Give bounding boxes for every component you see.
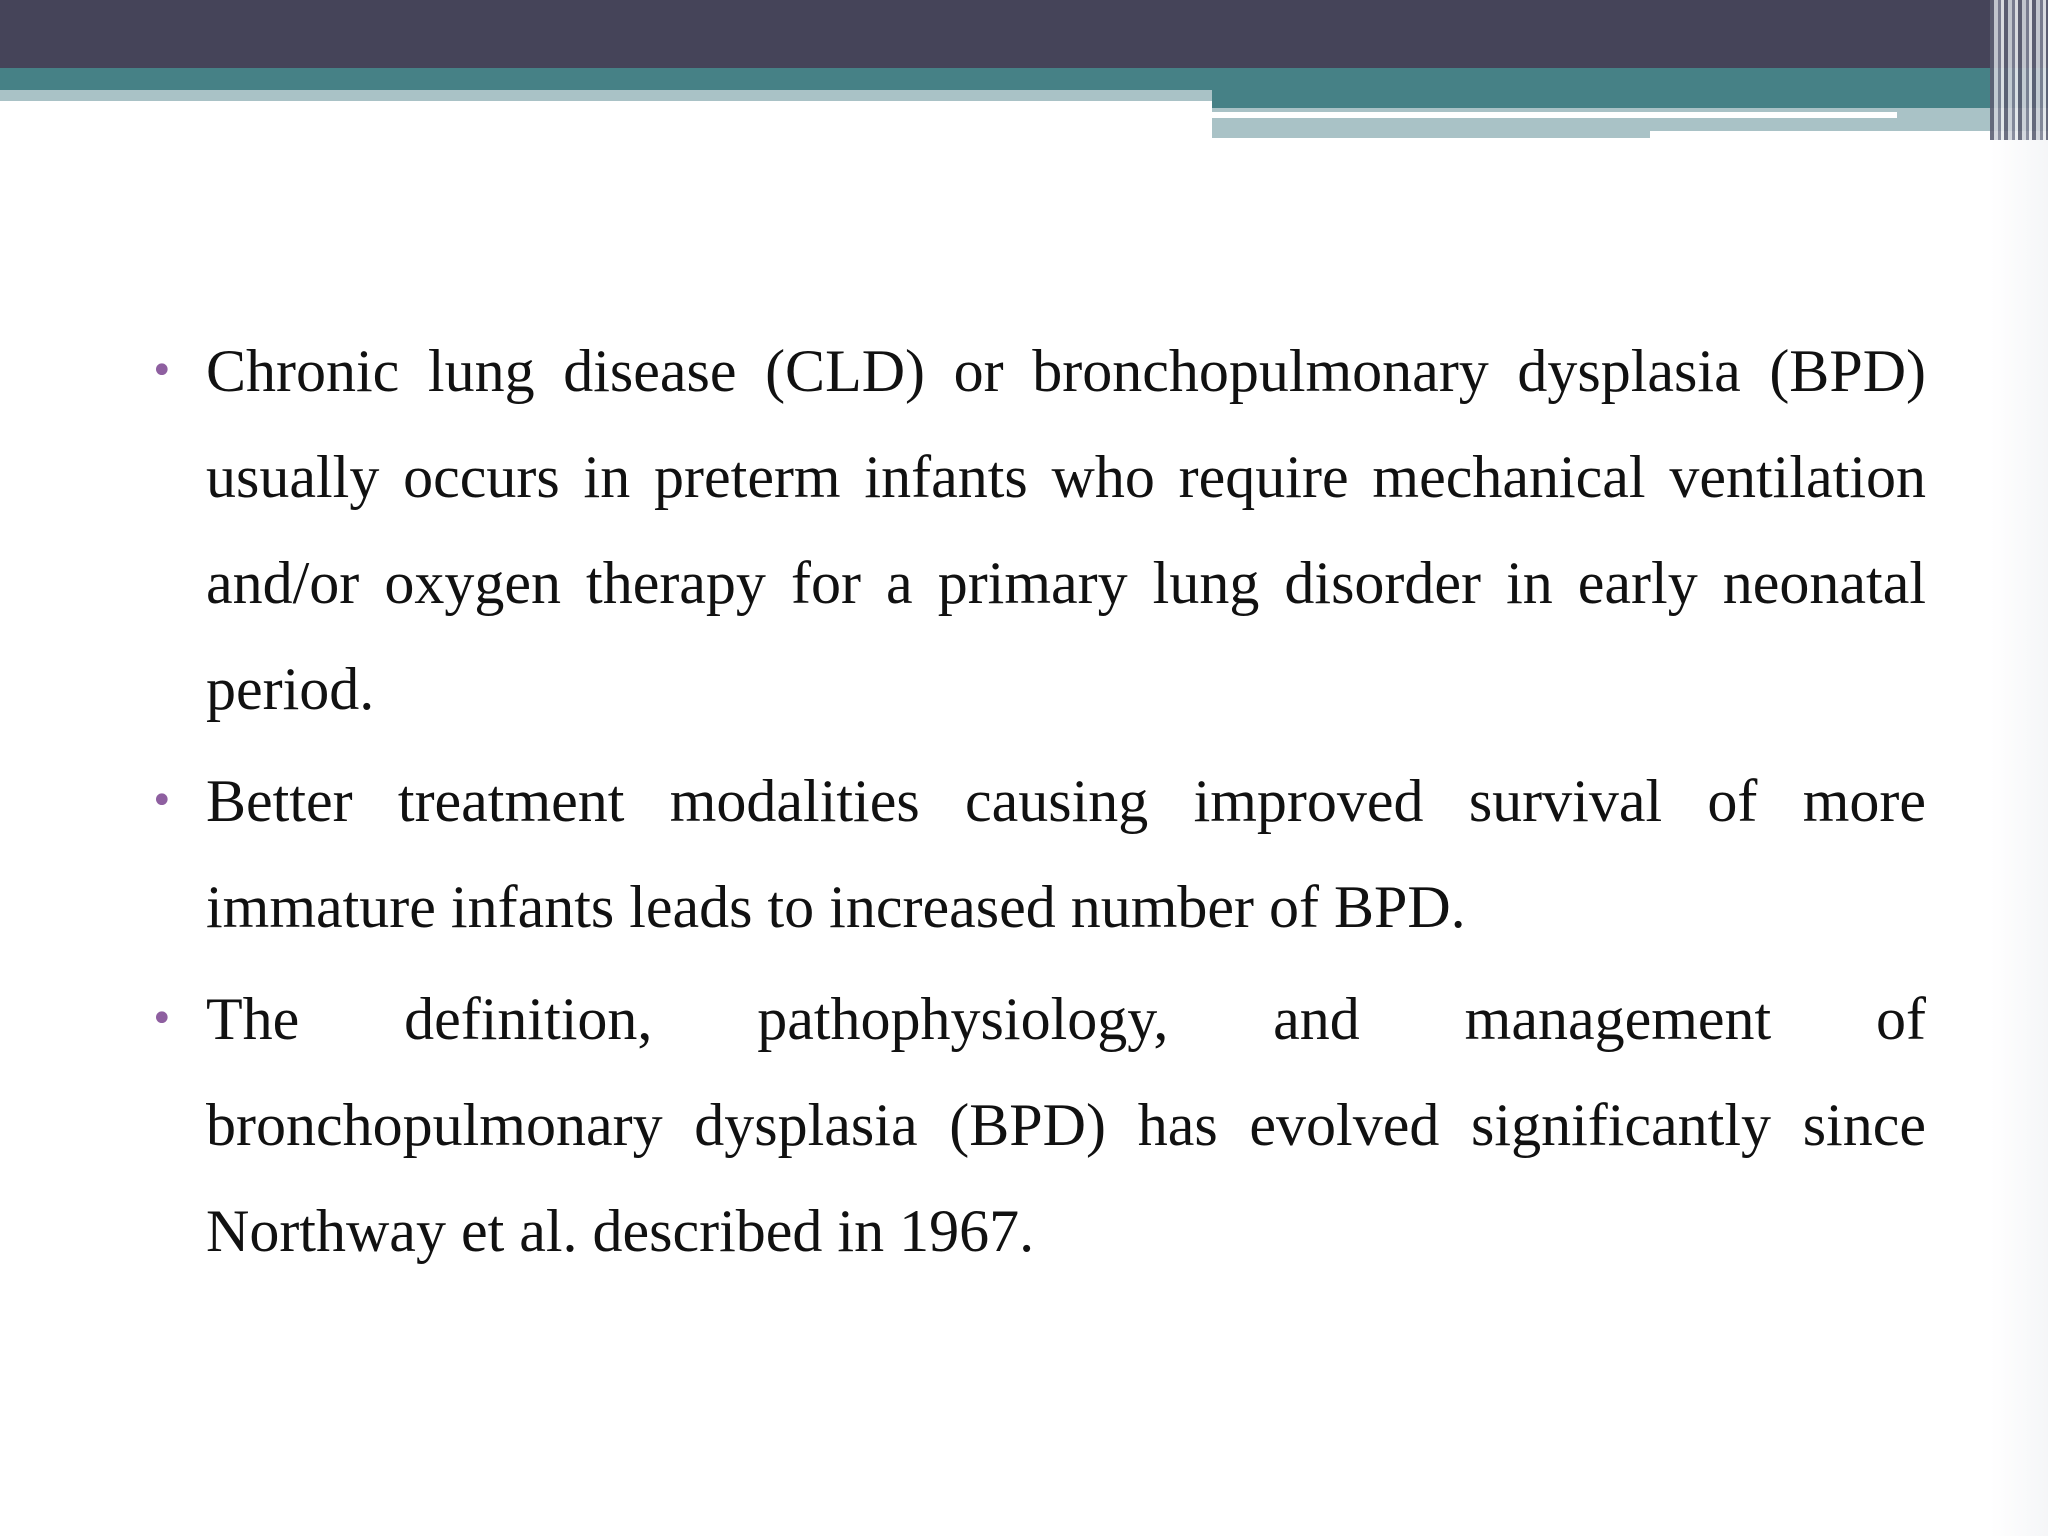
bullet-item [150,318,1926,742]
header-dark-band [0,0,2048,68]
bullet-list [150,318,1926,1284]
bullet-marker: • [150,996,174,1042]
slide-body [150,318,1926,1290]
bullet-marker: • [150,348,174,394]
bullet-text: Chronic lung disease (CLD) or bronchopulmonary dysplasia (BPD) usually occurs in preterm infants who require mechanical ventilation and/or oxygen therapy for a primary lung disorder in early neonatal period. [206,338,1926,722]
right-edge-fade [1990,140,2048,1536]
header-accent-line-lower [1650,131,2048,138]
header-accent-line [1212,112,1897,118]
right-edge-stripes [1990,0,2048,140]
bullet-text: Better treatment modalities causing improved survival of more immature infants leads to increased number of BPD. [206,768,1926,940]
bullet-marker: • [150,778,174,824]
bullet-text: The definition, pathophysiology, and management of bronchopulmonary dysplasia (BPD) has evolved significantly since Northway et al. described in 1967. [206,986,1926,1264]
header-teal-band-right [1212,68,2048,108]
header-teal-band-left [0,68,1212,90]
bullet-item [150,966,1926,1284]
bullet-item [150,748,1926,960]
header-light-band-left [0,90,1212,101]
